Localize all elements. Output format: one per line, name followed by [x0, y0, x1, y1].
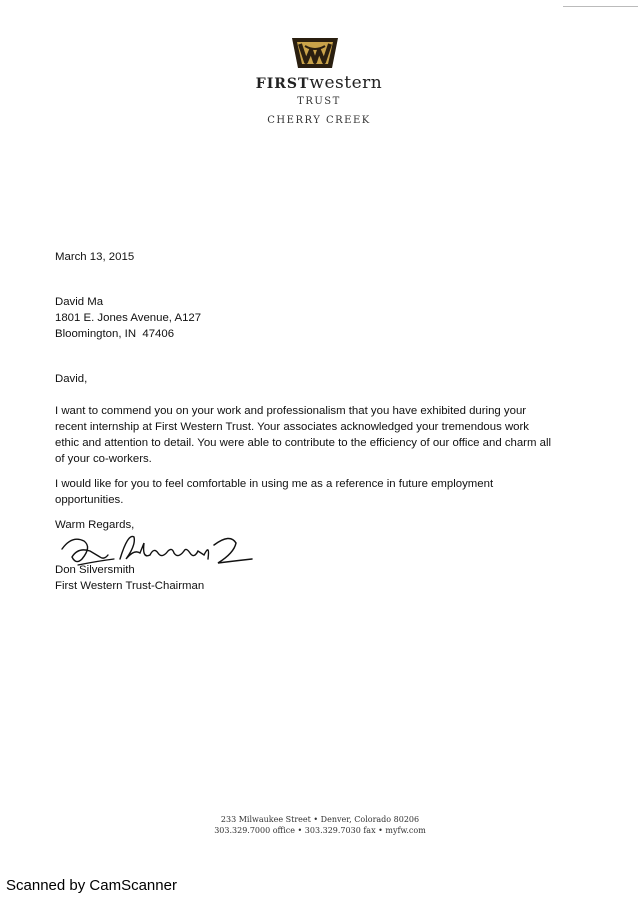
- closing: Warm Regards,: [55, 519, 135, 531]
- signer-name: Don Silversmith: [55, 564, 135, 576]
- branch-name: CHERRY CREEK: [267, 115, 371, 126]
- brand-second: western: [309, 73, 383, 93]
- signer-title: First Western Trust-Chairman: [55, 580, 205, 592]
- brand-name: [240, 73, 398, 93]
- recipient-address-line1: 1801 E. Jones Avenue, A127: [55, 312, 202, 324]
- footer-address: 233 Milwaukee Street • Denver, Colorado 80206: [220, 815, 420, 824]
- salutation: David,: [55, 373, 88, 385]
- scanner-watermark: Scanned by CamScanner: [6, 877, 177, 894]
- footer-contact: 303.329.7000 office • 303.329.7030 fax • myfw.com: [214, 826, 426, 835]
- scan-edge-line: [563, 6, 638, 7]
- recipient-address-line2: Bloomington, IN 47406: [55, 328, 175, 340]
- brand-first: FIRST: [255, 76, 310, 92]
- body-paragraph-2: I would like for you to feel comfortable in using me as a reference in future employment opportunities.: [55, 478, 494, 506]
- wave-w-logo-icon: [291, 37, 339, 69]
- brand-subtitle: TRUST: [297, 96, 341, 107]
- letter-date: March 13, 2015: [55, 251, 135, 263]
- recipient-name: David Ma: [55, 296, 104, 308]
- body-paragraph-1: I want to commend you on your work and professionalism that you have exhibited during your recent internship at First Western Trust. Your associates acknowledged your tremendous work ethic and attention to detail. You were able to contribute to the efficiency of our office and charm all of your co-workers.: [55, 405, 552, 465]
